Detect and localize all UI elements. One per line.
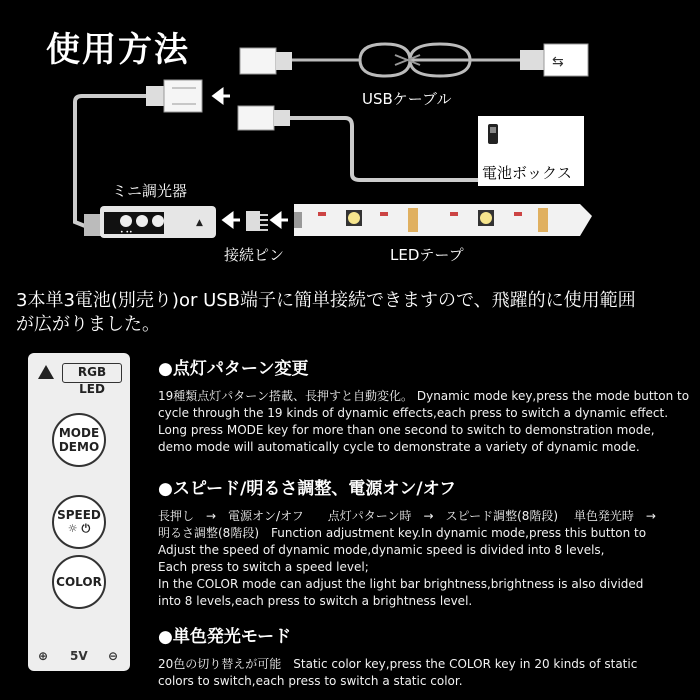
- section-line: colors to switch,each press to switch a static color.: [158, 674, 463, 688]
- section-pattern-change: [158, 354, 693, 456]
- section-title: ●スピード/明るさ調整、電源オン/オフ: [158, 479, 457, 499]
- usb-cable-label: USBケーブル: [362, 90, 452, 108]
- remote-controller: [28, 353, 130, 671]
- mode-button-label: MODE: [58, 426, 100, 440]
- battery-cable: [290, 118, 478, 180]
- sun-power-icon: ☼ ⏻: [67, 522, 91, 535]
- svg-text:⇆: ⇆: [552, 54, 564, 70]
- description-line: 3本単3電池(別売り)or USB端子に簡単接続できますので、飛躍的に使用範囲: [16, 290, 636, 311]
- section-line: 長押し → 電源オン/オフ 点灯パターン時 → スピード調整(8階段) 単色発光時 →: [158, 509, 656, 523]
- section-body: [158, 656, 693, 690]
- section-body: [158, 388, 693, 456]
- section-line: into 8 levels,each press to switch a brightness level.: [158, 594, 473, 608]
- usb-cable-plug: [240, 48, 292, 74]
- female-usb-connector: [146, 80, 202, 112]
- arrow-left-icon: [214, 90, 230, 102]
- svg-text:▲: ▲: [196, 218, 203, 228]
- voltage-label: 5V: [70, 649, 88, 663]
- mini-controller-label: ミニ調光器: [112, 182, 188, 200]
- color-button-label: COLOR: [56, 575, 102, 589]
- section-title: ●点灯パターン変更: [158, 359, 309, 379]
- led-tape-label: LEDテープ: [390, 246, 464, 264]
- mini-controller: [84, 206, 216, 238]
- section-line: 20色の切り替えが可能 Static color key,press the COLOR key in 20 kinds of static: [158, 657, 638, 671]
- section-line: Adjust the speed of dynamic mode,dynamic speed is divided into 8 levels,: [158, 543, 605, 557]
- section-body: [158, 508, 693, 610]
- speed-button-label: SPEED: [57, 508, 101, 522]
- rgb-led-label: RGB LED: [62, 363, 122, 383]
- demo-button-label: DEMO: [58, 440, 100, 454]
- section-speed-brightness: [158, 474, 693, 610]
- connector-pin: [246, 211, 268, 231]
- section-line: Long press MODE key for more than one second to switch to demonstration mode,: [158, 423, 655, 437]
- color-button[interactable]: [52, 555, 106, 609]
- usb-a-plug: [520, 44, 588, 76]
- led-tape: [294, 204, 592, 236]
- svg-text:• ••: • ••: [120, 229, 133, 236]
- plus-icon: ⊕: [38, 649, 49, 663]
- usb-cable-coil: [292, 44, 410, 76]
- battery-box-label: 電池ボックス: [482, 164, 572, 182]
- section-line: In the COLOR mode can adjust the light bar brightness,brightness is also divided: [158, 577, 644, 591]
- mode-demo-button[interactable]: [52, 413, 106, 467]
- section-line: Each press to switch a speed level;: [158, 560, 369, 574]
- section-line: demo mode will automatically cycle to demonstrate a variety of dynamic mode.: [158, 440, 640, 454]
- section-line: 19種類点灯パターン搭載、長押すと自動変化。 Dynamic mode key,press the mode button to: [158, 389, 690, 403]
- arrow-left-icon: [224, 214, 240, 226]
- page-title: 使用方法: [46, 30, 190, 70]
- speed-button[interactable]: [52, 495, 106, 549]
- warning-triangle-icon: [38, 365, 54, 379]
- arrow-left-icon: [272, 214, 288, 226]
- battery-cable-plug: [238, 106, 290, 130]
- minus-icon: ⊖: [108, 649, 119, 663]
- connection-diagram: [0, 0, 700, 280]
- connector-pin-label: 接続ピン: [224, 246, 285, 264]
- battery-switch-icon: [488, 124, 498, 144]
- section-line: 明るさ調整(8階段) Function adjustment key.In dynamic mode,press this button to: [158, 526, 647, 540]
- section-title: ●単色発光モード: [158, 627, 292, 647]
- description-line: が広がりました。: [16, 314, 160, 335]
- section-static-color: [158, 622, 693, 690]
- section-line: cycle through the 19 kinds of dynamic effects,each press to switch a dynamic effect.: [158, 406, 669, 420]
